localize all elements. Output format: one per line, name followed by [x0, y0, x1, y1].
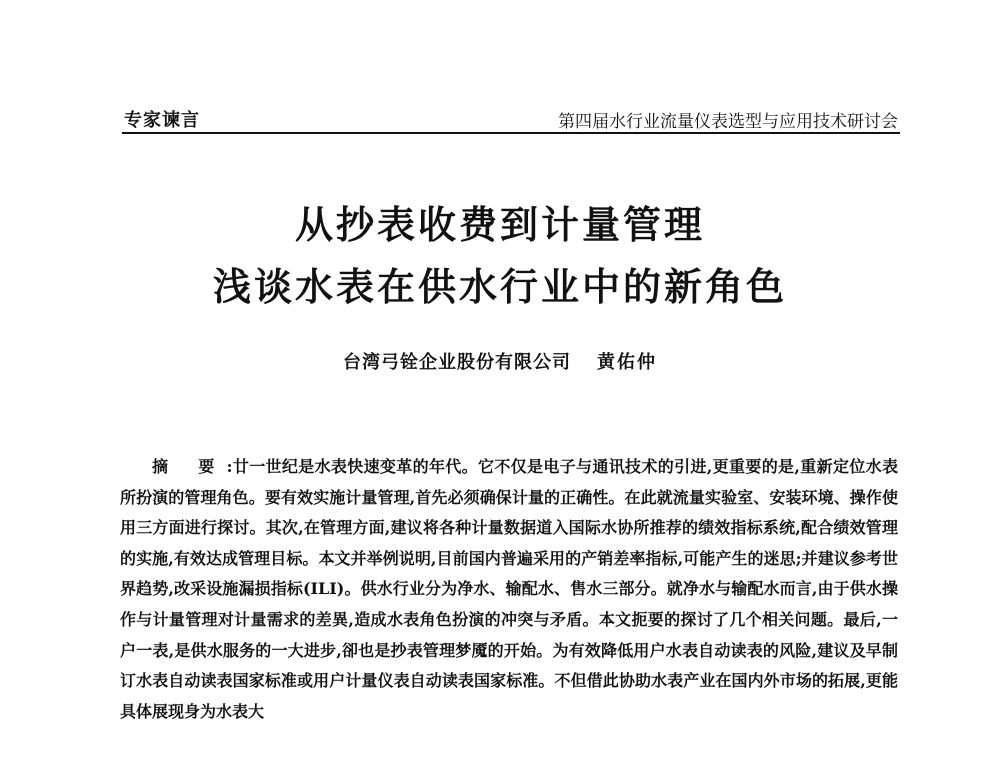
paper-title-line-2: 浅谈水表在供水行业中的新角色: [212, 265, 787, 309]
running-header: [122, 104, 900, 134]
conference-title: 第四届水行业流量仪表选型与应用技术研讨会: [558, 112, 898, 132]
author-affiliation: 台湾弓铨企业股份有限公司: [343, 352, 571, 373]
abstract-text: 廿一世纪是水表快速变革的年代。它不仅是电子与通讯技术的引进,更重要的是,重新定位水表所扮演的管理角色。要有效实施计量管理,首先必须确保计量的正确性。在此就流量实验室、安装环境、操作使用三方面进行探讨。其次,在管理方面,建议将各种计量数据道入国际水协所推荐的绩效指标系统,配合绩效管理的实施,有效达成管理目标。本文并举例说明,目前国内普遍采用的产销差率指标,可能产生的迷思;并建议参考世界趋势,改采设施漏损指标(ILI)。供水行业分为净水、输配水、售水三部分。就净水与输配水而言,由于供水操作与计量管理对计量需求的差異,造成水表角色扮演的冲突与矛盾。本文扼要的探讨了几个相关问题。最后,一户一表,是供水服务的一大进步,卻也是抄表管理梦魇的开始。为有效降低用户水表自动读表的风险,建议及早制订水表自动读表国家标准或用户计量仪表自动读表国家标准。不但借此协助水表产业在国内外市场的拓展,更能具体展现身为水表大: [120, 457, 898, 721]
abstract-paragraph: [120, 452, 898, 727]
byline: [0, 354, 1000, 372]
paper-title-line-1: 从抄表收费到计量管理: [294, 203, 705, 247]
abstract-label: 摘 要: [152, 457, 227, 476]
abstract-colon: :: [226, 457, 233, 476]
author-name: 黄佑仲: [597, 352, 657, 373]
section-label: 专家谏言: [124, 110, 200, 131]
